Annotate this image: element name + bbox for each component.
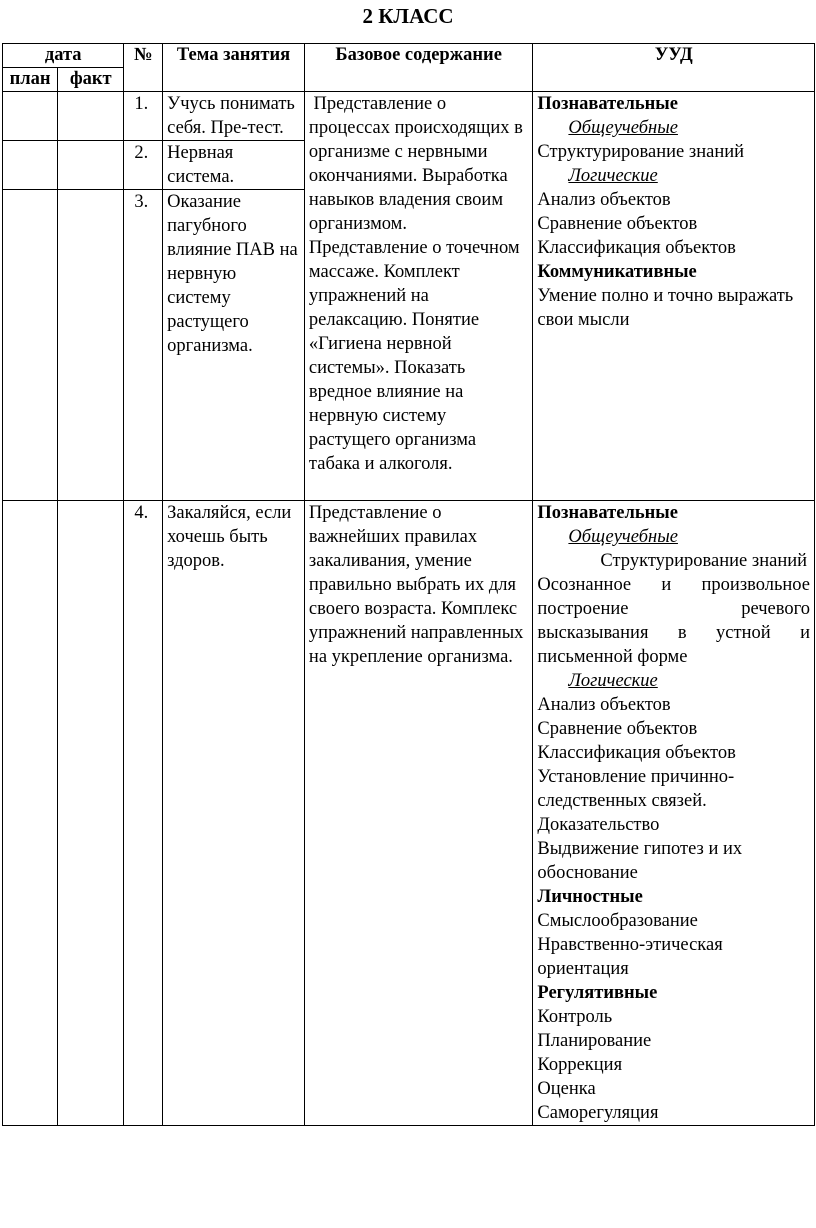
uud-heading: Регулятивные [537, 983, 658, 1003]
uud-subheading: Логические [568, 166, 658, 186]
uud-cell-1 [533, 92, 815, 501]
uud-cell-2 [533, 501, 815, 1126]
lesson-number: 3. [124, 190, 163, 501]
uud-subheading: Общеучебные [568, 527, 678, 547]
lesson-number: 2. [124, 141, 163, 190]
uud-item: Классификация объектов [537, 238, 736, 258]
uud-item: Саморегуляция [537, 1103, 659, 1123]
header-row [3, 44, 815, 68]
header-topic: Тема занятия [163, 44, 305, 92]
uud-item: Выдвижение гипотез и их обоснование [537, 839, 743, 883]
uud-subheading: Общеучебные [568, 118, 678, 138]
uud-item: Анализ объектов [537, 695, 671, 715]
lesson-topic: Нервная система. [163, 141, 305, 190]
header-fakt: факт [58, 68, 124, 92]
uud-item: Нравственно-этическая ориентация [537, 935, 723, 979]
uud-item: Оценка [537, 1079, 596, 1099]
plan-cell [3, 501, 58, 1126]
uud-item: Структурирование знаний [600, 551, 808, 571]
lesson-plan-table [2, 43, 815, 1126]
uud-item: Сравнение объектов [537, 719, 698, 739]
header-uud: УУД [533, 44, 815, 92]
uud-heading: Коммуникативные [537, 262, 697, 282]
lesson-topic: Учусь понимать себя. Пре-тест. [163, 92, 305, 141]
lesson-topic: Оказание пагубного влияние ПАВ на нервную систему растущего организма. [163, 190, 305, 501]
uud-heading: Познавательные [537, 94, 678, 114]
uud-item: Доказательство [537, 815, 660, 835]
uud-item: Смыслообразование [537, 911, 698, 931]
base-content-2: Представление о важнейших правилах закаливания, умение правильно выбрать их для своего возраста. Комплекс упражнений направленных на укрепление организма. [304, 501, 532, 1126]
fakt-cell [58, 501, 124, 1126]
uud-heading: Познавательные [537, 503, 678, 523]
uud-item: Контроль [537, 1007, 613, 1027]
header-date: дата [3, 44, 124, 68]
uud-subheading: Логические [568, 671, 658, 691]
plan-cell [3, 190, 58, 501]
uud-item: Умение полно и точно выражать свои мысли [537, 286, 794, 330]
uud-item: Планирование [537, 1031, 652, 1051]
table-row [3, 92, 815, 141]
plan-cell [3, 92, 58, 141]
uud-item: Классификация объектов [537, 743, 736, 763]
uud-heading: Личностные [537, 887, 643, 907]
fakt-cell [58, 92, 124, 141]
lesson-number: 1. [124, 92, 163, 141]
plan-cell [3, 141, 58, 190]
page-title: 2 КЛАСС [362, 4, 454, 28]
base-content-1: Представление о процессах происходящих в организме с нервными окончаниями. Выработка навыков владения своим организмом. Представление о точечном массаже. Комплект упражнений на релаксацию. Понятие «Гигиена нервной системы». Показать вредное влияние на нервную систему растущего организма табака и алкоголя. [304, 92, 532, 501]
fakt-cell [58, 190, 124, 501]
lesson-number: 4. [124, 501, 163, 1126]
header-plan: план [3, 68, 58, 92]
header-number: № [124, 44, 163, 92]
uud-item: Коррекция [537, 1055, 623, 1075]
fakt-cell [58, 141, 124, 190]
uud-item: Анализ объектов [537, 190, 671, 210]
uud-item: Осознанное и произвольное построение речевого высказывания в устной и письменной форме [537, 575, 810, 667]
uud-item: Установление причинно-следственных связей. [537, 767, 735, 811]
uud-item: Структурирование знаний [537, 142, 745, 162]
table-row [3, 501, 815, 1126]
uud-item: Сравнение объектов [537, 214, 698, 234]
header-base-content: Базовое содержание [304, 44, 532, 92]
lesson-topic: Закаляйся, если хочешь быть здоров. [163, 501, 305, 1126]
